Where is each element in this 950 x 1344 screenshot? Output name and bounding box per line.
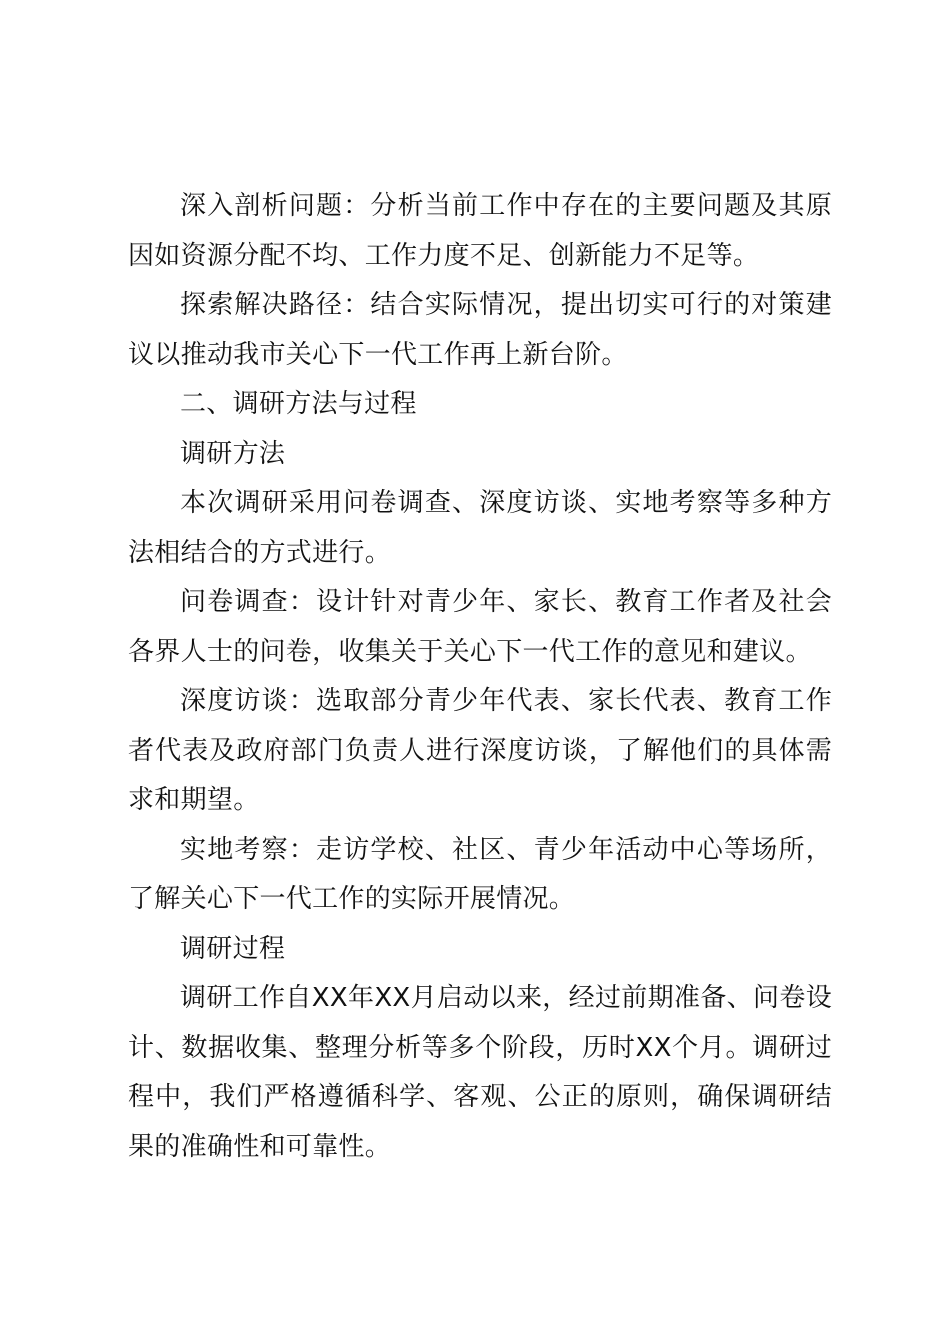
paragraph-in-depth-interviews: 深度访谈：选取部分青少年代表、家长代表、教育工作者代表及政府部门负责人进行深度访谈，了解他们的具体需求和期望。: [128, 686, 832, 815]
section-heading-methods-process: 二、调研方法与过程: [180, 389, 417, 419]
paragraph-explore-solutions: 探索解决路径：结合实际情况，提出切实可行的对策建议以推动我市关心下一代工作再上新台阶。: [128, 290, 832, 370]
paragraph-analyze-problems: 深入剖析问题：分析当前工作中存在的主要问题及其原因如资源分配不均、工作力度不足、创新能力不足等。: [128, 191, 832, 271]
document-body: [128, 182, 832, 1172]
subheading-research-process: 调研过程: [180, 933, 286, 964]
paragraph-process-description: 调研工作自XX年XX月启动以来，经过前期准备、问卷设计、数据收集、整理分析等多个阶段，历时XX个月。调研过程中，我们严格遵循科学、客观、公正的原则，确保调研结果的准确性和可靠性。: [128, 983, 832, 1162]
paragraph-methods-overview: 本次调研采用问卷调查、深度访谈、实地考察等多种方法相结合的方式进行。: [128, 488, 832, 568]
paragraph-field-visits: 实地考察：走访学校、社区、青少年活动中心等场所，了解关心下一代工作的实际开展情况。: [128, 834, 832, 914]
subheading-research-methods: 调研方法: [180, 438, 286, 469]
paragraph-questionnaire: 问卷调查：设计针对青少年、家长、教育工作者及社会各界人士的问卷，收集关于关心下一代工作的意见和建议。: [128, 587, 832, 667]
